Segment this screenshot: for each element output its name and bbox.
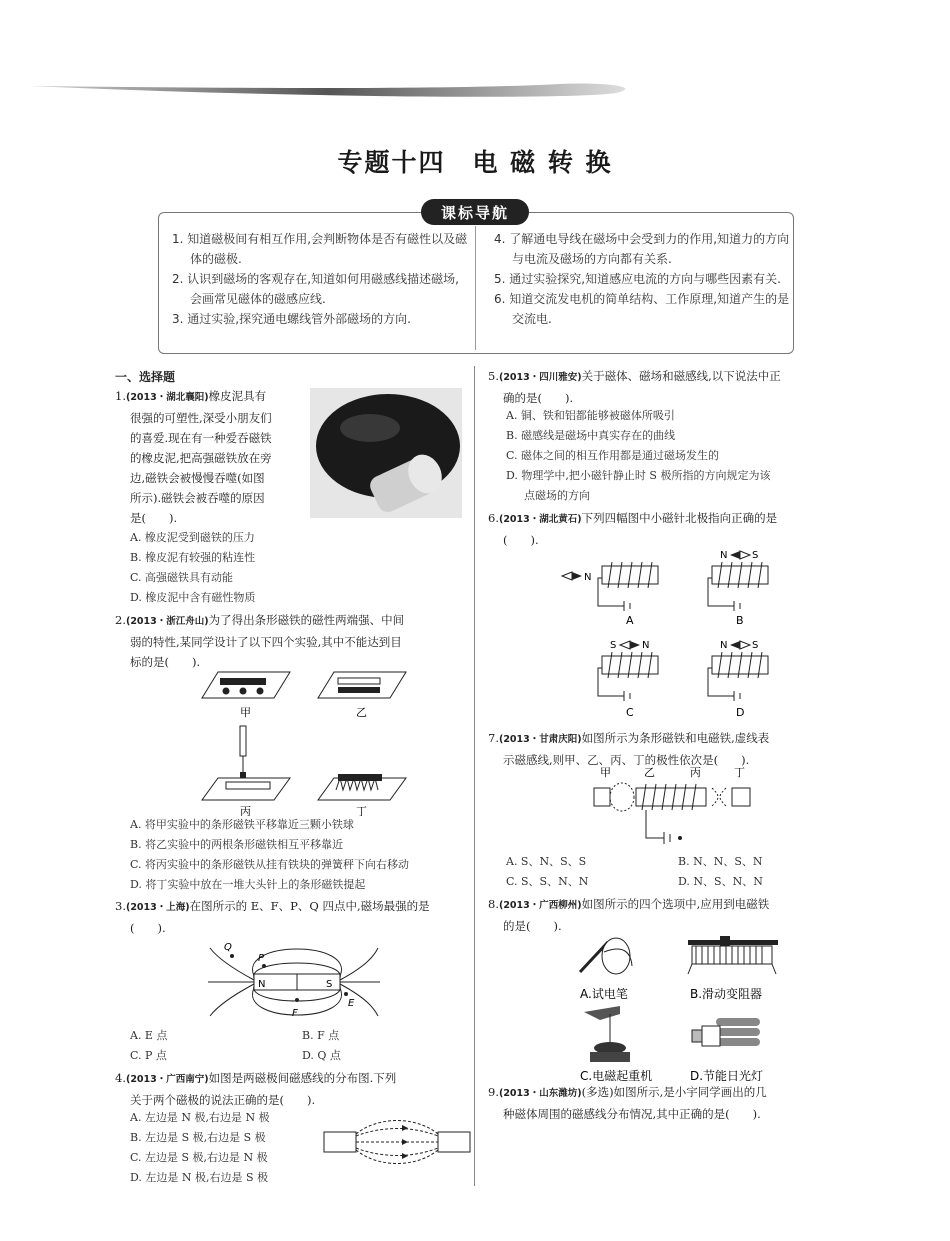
svg-text:S: S — [610, 640, 617, 651]
option[interactable]: B. F 点 — [302, 1029, 340, 1042]
svg-text:N: N — [720, 640, 728, 651]
test-pen-image — [580, 938, 632, 974]
caption: C.电磁起重机 — [580, 1069, 653, 1083]
option[interactable]: C. 将丙实验中的条形磁铁从挂有铁块的弹簧秤下向右移动 — [130, 858, 410, 871]
svg-text:E: E — [348, 998, 355, 1009]
figure-label: 丁 — [356, 805, 367, 816]
svg-text:S: S — [326, 979, 333, 990]
q5-options: A. 铜、铁和铝都能够被磁体所吸引 B. 磁感线是磁场中真实存在的曲线 C. 磁体之间的相互作用都是通过磁场发生的 D. 物理学中,把小磁针静止时 S 极所指的方向规定为该 点磁场的方向 — [506, 406, 816, 506]
svg-text:P: P — [258, 953, 265, 964]
guide-item: 3. 通过实验,探究通电螺线管外部磁场的方向. — [172, 312, 411, 326]
guide-item: 6. 知道交流发电机的简单结构、工作原理,知道产生的是交流电. — [494, 292, 790, 326]
svg-text:N: N — [584, 572, 592, 583]
q6-figure — [560, 548, 790, 720]
q2-options — [130, 815, 409, 895]
q3-field-figure — [208, 936, 380, 1024]
option[interactable]: B. 将乙实验中的两根条形磁铁相互平移靠近 — [130, 838, 344, 851]
svg-text:A: A — [626, 614, 634, 627]
figure-label: 丙 — [240, 805, 251, 816]
guide-item: 1. 知道磁极间有相互作用,会判断物体是否有磁性以及磁体的磁极. — [172, 232, 468, 266]
solenoid-c — [598, 640, 658, 719]
guide-badge: 课标导航 — [421, 199, 529, 225]
option[interactable]: C. 高强磁铁具有动能 — [130, 571, 234, 584]
guide-item: 5. 通过实验探究,知道感应电流的方向与哪些因素有关. — [494, 272, 781, 286]
putty-magnet-photo — [310, 388, 462, 518]
q2-figure — [198, 668, 408, 816]
header-swoosh — [0, 70, 950, 110]
column-divider — [474, 366, 475, 1186]
question-4: 4.(2013・广西南宁)如图是两磁极间磁感线的分布图.下列 关于两个磁极的说法正确的是( ). — [115, 1071, 397, 1107]
svg-text:C: C — [626, 706, 634, 719]
svg-text:丙: 丙 — [690, 766, 701, 779]
q7-figure — [592, 766, 754, 850]
question-2: 2.(2013・浙江舟山)为了得出条形磁铁的磁性两端强、中间 弱的特性,某同学设计了以下四个实验,其中不能达到目 标的是( ). — [115, 613, 405, 669]
guide-left-column — [172, 229, 470, 329]
svg-text:甲: 甲 — [600, 766, 611, 779]
q7-options — [506, 852, 826, 892]
figure-label: 乙 — [356, 706, 367, 719]
option[interactable]: A. E 点 — [130, 1029, 168, 1042]
option[interactable]: D. 将丁实验中放在一堆大头针上的条形磁铁提起 — [130, 878, 366, 891]
svg-text:N: N — [258, 979, 266, 990]
solenoid-d — [708, 640, 768, 719]
question-5: 5.(2013・四川雅安)关于磁体、磁场和磁感线,以下说法中正 确的是( ). — [488, 369, 781, 405]
question-source: (2013・湖北襄阳) — [125, 392, 209, 403]
q4-field-figure — [322, 1112, 472, 1174]
q1-options — [130, 528, 255, 608]
option[interactable]: A. 铜、铁和铝都能够被磁体所吸引 — [506, 409, 675, 422]
svg-text:D: D — [736, 706, 745, 719]
option[interactable]: A. S、N、S、S — [506, 855, 587, 868]
option[interactable]: A. 橡皮泥受到磁铁的压力 — [130, 531, 255, 544]
svg-text:N: N — [720, 550, 728, 561]
guide-item: 2. 认识到磁场的客观存在,知道如何用磁感线描述磁场,会画常见磁体的磁感应线. — [172, 272, 459, 306]
guide-divider — [475, 226, 476, 350]
option[interactable]: D. N、S、N、N — [678, 875, 763, 888]
question-7: 7.(2013・甘肃庆阳)如图所示为条形磁铁和电磁铁,虚线表 示磁感线,则甲、乙、丙、丁的极性依次是( ). — [488, 731, 770, 767]
svg-text:S: S — [752, 550, 759, 561]
question-6: 6.(2013・湖北黄石)下列四幅图中小磁针北极指向正确的是 ( ). — [488, 511, 778, 547]
solenoid-a — [562, 562, 658, 627]
question-9: 9.(2013・山东潍坊)(多选)如图所示,是小宇同学画出的几 种磁体周围的磁感线分布情况,其中正确的是( ). — [488, 1085, 767, 1121]
svg-text:S: S — [752, 640, 759, 651]
option[interactable]: B. 左边是 S 极,右边是 S 极 — [130, 1131, 266, 1144]
q3-options — [130, 1026, 470, 1066]
q8-figure — [560, 932, 790, 1084]
option[interactable]: D. 橡皮泥中含有磁性物质 — [130, 591, 256, 604]
svg-text:丁: 丁 — [734, 766, 745, 779]
option[interactable]: A. 左边是 N 极,右边是 N 极 — [130, 1111, 270, 1124]
option[interactable]: D. 物理学中,把小磁针静止时 S 极所指的方向规定为该 — [506, 469, 771, 482]
svg-text:F: F — [292, 1008, 298, 1019]
option[interactable]: B. N、N、S、N — [678, 855, 763, 868]
svg-text:B: B — [736, 614, 744, 627]
solenoid-b — [708, 550, 768, 627]
section-heading: 一、选择题 — [115, 370, 176, 384]
option[interactable]: B. 橡皮泥有较强的粘连性 — [130, 551, 256, 564]
crane-image — [584, 1006, 630, 1062]
question-1: 1.(2013・湖北襄阳)橡皮泥具有 很强的可塑性,深受小朋友们 的喜爱.现在有一种爱吞磁铁 的橡皮泥,把高强磁铁放在旁 边,磁铁会被慢慢吞噬(如图 所示).磁铁会被吞噬的原因 是( ). — [115, 389, 272, 525]
caption: D.节能日光灯 — [690, 1069, 764, 1083]
rheostat-image — [688, 936, 778, 974]
option[interactable]: B. 磁感线是磁场中真实存在的曲线 — [506, 429, 676, 442]
figure-label: 甲 — [240, 706, 251, 719]
guide-item: 4. 了解通电导线在磁场中会受到力的作用,知道力的方向与电流及磁场的方向都有关系. — [494, 232, 790, 266]
svg-text:N: N — [642, 640, 650, 651]
option[interactable]: C. 磁体之间的相互作用都是通过磁场发生的 — [506, 449, 720, 462]
energy-saving-lamp-image — [692, 1022, 756, 1046]
option[interactable]: C. P 点 — [130, 1049, 167, 1062]
option[interactable]: C. S、S、N、N — [506, 875, 589, 888]
question-number: 1. — [115, 389, 126, 403]
svg-text:乙: 乙 — [644, 766, 655, 779]
option[interactable]: D. 左边是 N 极,右边是 S 极 — [130, 1171, 269, 1184]
page-title: 专题十四 电 磁 转 换 — [337, 148, 613, 177]
option[interactable]: A. 将甲实验中的条形磁铁平移靠近三颗小铁球 — [130, 818, 354, 831]
guide-right-column — [494, 229, 790, 329]
question-8: 8.(2013・广西柳州)如图所示的四个选项中,应用到电磁铁 的是( ). — [488, 897, 770, 933]
svg-text:Q: Q — [224, 942, 232, 953]
option[interactable]: C. 左边是 S 极,右边是 N 极 — [130, 1151, 268, 1164]
q4-options — [130, 1108, 270, 1188]
question-3: 3.(2013・上海)在图所示的 E、F、P、Q 四点中,磁场最强的是 ( ). — [115, 899, 430, 935]
caption: B.滑动变阻器 — [690, 987, 763, 1001]
caption: A.试电笔 — [580, 987, 628, 1001]
option[interactable]: D. Q 点 — [302, 1049, 341, 1062]
